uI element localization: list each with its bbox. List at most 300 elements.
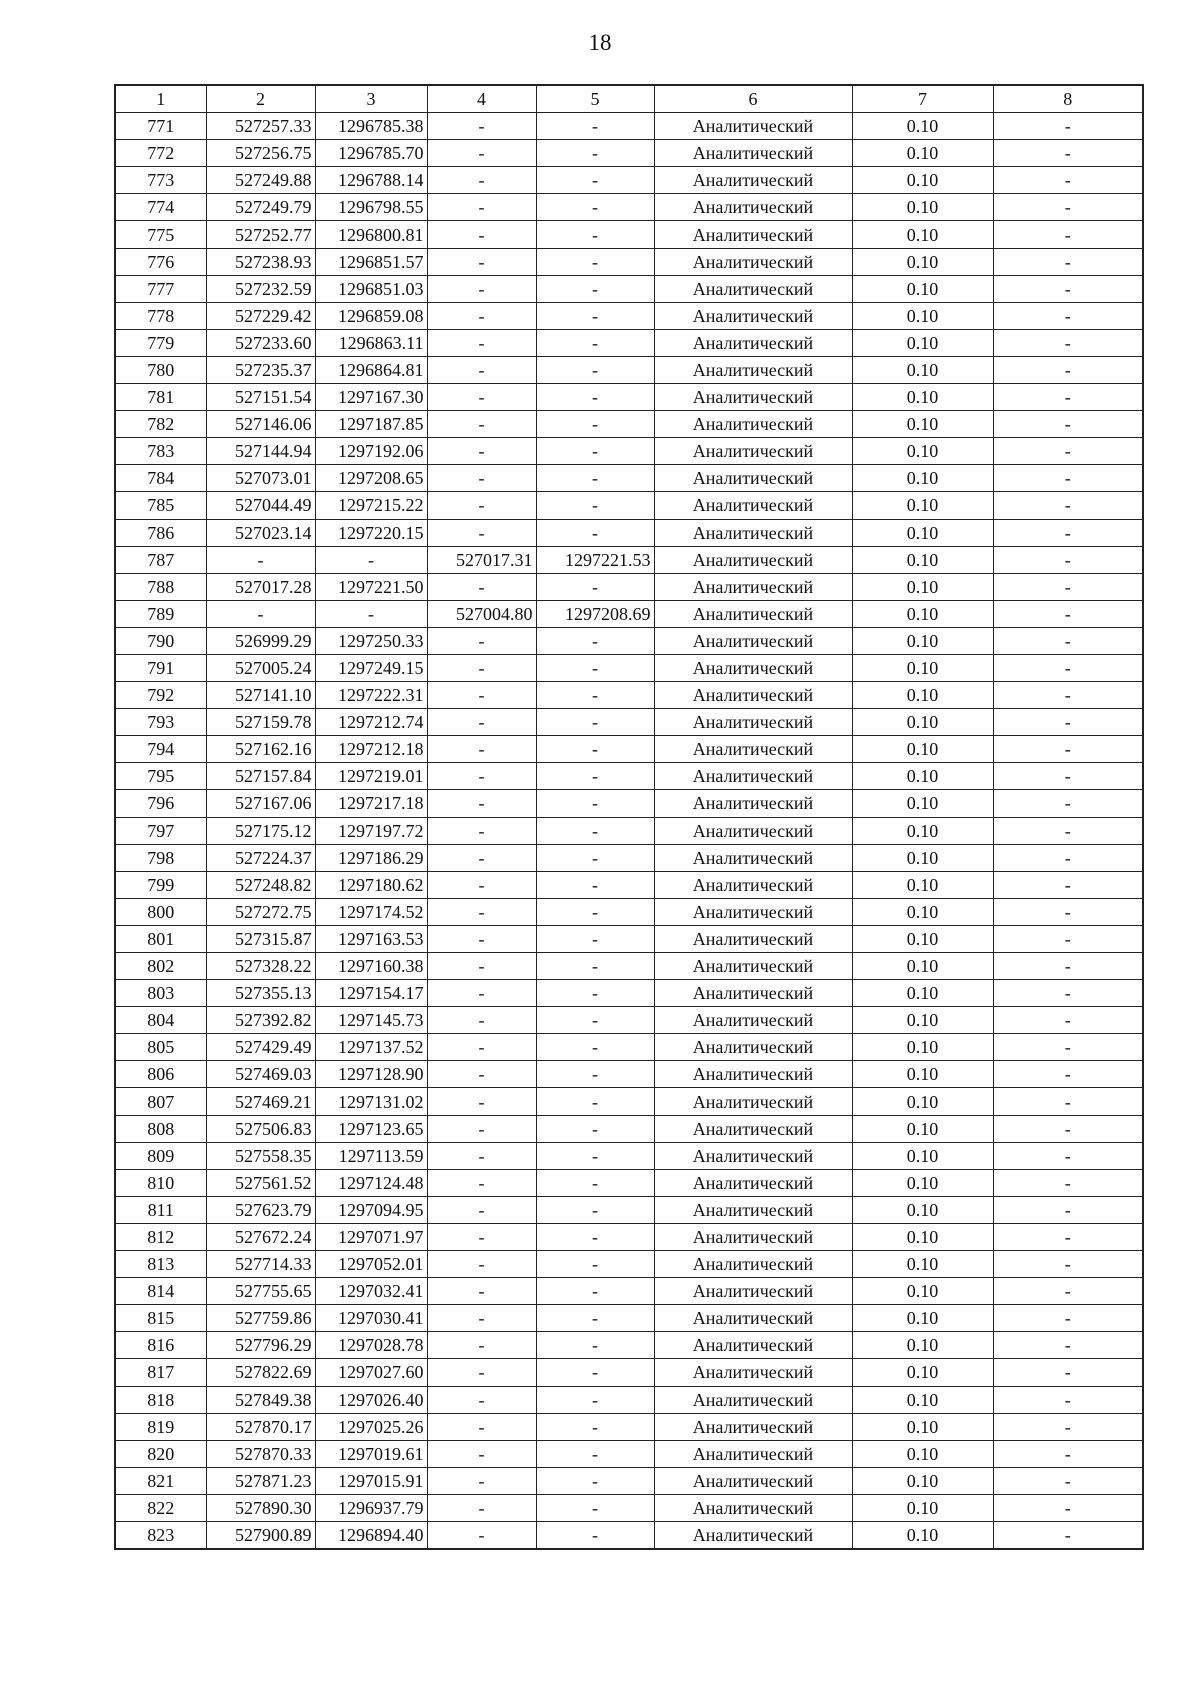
table-cell-col-7: 0.10 bbox=[852, 302, 993, 329]
table-row bbox=[115, 1332, 1143, 1359]
table-cell-col-1: 776 bbox=[115, 248, 206, 275]
table-cell-col-2: 527005.24 bbox=[206, 654, 315, 681]
table-cell-col-5: - bbox=[536, 167, 654, 194]
table-row bbox=[115, 898, 1143, 925]
table-cell-col-2: 527257.33 bbox=[206, 113, 315, 140]
table-row bbox=[115, 302, 1143, 329]
table-cell-col-3: 1297094.95 bbox=[315, 1196, 427, 1223]
table-cell-col-3: - bbox=[315, 600, 427, 627]
table-cell-col-8: - bbox=[993, 1007, 1143, 1034]
table-cell-col-6: Аналитический bbox=[654, 140, 852, 167]
table-row bbox=[115, 871, 1143, 898]
table-cell-col-6: Аналитический bbox=[654, 1251, 852, 1278]
table-cell-col-3: 1297028.78 bbox=[315, 1332, 427, 1359]
table-cell-col-2: - bbox=[206, 546, 315, 573]
table-cell-col-8: - bbox=[993, 1061, 1143, 1088]
table-row bbox=[115, 980, 1143, 1007]
table-cell-col-8: - bbox=[993, 682, 1143, 709]
table-cell-col-5: - bbox=[536, 140, 654, 167]
table-cell-col-6: Аналитический bbox=[654, 275, 852, 302]
table-cell-col-2: 527017.28 bbox=[206, 573, 315, 600]
table-cell-col-2: 527229.42 bbox=[206, 302, 315, 329]
table-cell-col-6: Аналитический bbox=[654, 1088, 852, 1115]
table-cell-col-8: - bbox=[993, 654, 1143, 681]
table-cell-col-4: - bbox=[427, 221, 536, 248]
table-row bbox=[115, 682, 1143, 709]
table-cell-col-4: - bbox=[427, 1440, 536, 1467]
table-row bbox=[115, 438, 1143, 465]
table-cell-col-1: 795 bbox=[115, 763, 206, 790]
table-cell-col-1: 796 bbox=[115, 790, 206, 817]
table-cell-col-8: - bbox=[993, 1169, 1143, 1196]
table-cell-col-7: 0.10 bbox=[852, 1088, 993, 1115]
table-cell-col-6: Аналитический bbox=[654, 1521, 852, 1549]
table-cell-col-1: 819 bbox=[115, 1413, 206, 1440]
table-cell-col-3: 1297015.91 bbox=[315, 1467, 427, 1494]
table-cell-col-6: Аналитический bbox=[654, 682, 852, 709]
table-header-row bbox=[115, 85, 1143, 113]
table-cell-col-6: Аналитический bbox=[654, 113, 852, 140]
table-cell-col-3: 1296851.03 bbox=[315, 275, 427, 302]
table-cell-col-7: 0.10 bbox=[852, 709, 993, 736]
table-cell-col-1: 782 bbox=[115, 411, 206, 438]
table-cell-col-2: 527233.60 bbox=[206, 329, 315, 356]
table-cell-col-1: 817 bbox=[115, 1359, 206, 1386]
table-cell-col-7: 0.10 bbox=[852, 329, 993, 356]
table-row bbox=[115, 925, 1143, 952]
table-cell-col-8: - bbox=[993, 1034, 1143, 1061]
table-cell-col-5: - bbox=[536, 465, 654, 492]
table-cell-col-4: - bbox=[427, 194, 536, 221]
table-cell-col-1: 785 bbox=[115, 492, 206, 519]
table-cell-col-5: - bbox=[536, 1386, 654, 1413]
table-cell-col-7: 0.10 bbox=[852, 1196, 993, 1223]
table-row bbox=[115, 1251, 1143, 1278]
table-cell-col-5: - bbox=[536, 492, 654, 519]
table-cell-col-5: - bbox=[536, 1142, 654, 1169]
table-cell-col-4: - bbox=[427, 411, 536, 438]
table-row bbox=[115, 1440, 1143, 1467]
table-cell-col-8: - bbox=[993, 1142, 1143, 1169]
table-cell-col-4: - bbox=[427, 1223, 536, 1250]
table-cell-col-6: Аналитический bbox=[654, 438, 852, 465]
table-cell-col-7: 0.10 bbox=[852, 194, 993, 221]
table-cell-col-1: 777 bbox=[115, 275, 206, 302]
table-row bbox=[115, 709, 1143, 736]
table-cell-col-7: 0.10 bbox=[852, 1115, 993, 1142]
table-cell-col-2: 527159.78 bbox=[206, 709, 315, 736]
table-cell-col-3: 1297128.90 bbox=[315, 1061, 427, 1088]
table-cell-col-4: - bbox=[427, 573, 536, 600]
table-cell-col-8: - bbox=[993, 1386, 1143, 1413]
table-cell-col-6: Аналитический bbox=[654, 384, 852, 411]
table-cell-col-1: 798 bbox=[115, 844, 206, 871]
table-cell-col-8: - bbox=[993, 627, 1143, 654]
table-cell-col-8: - bbox=[993, 898, 1143, 925]
table-cell-col-2: 527023.14 bbox=[206, 519, 315, 546]
table-cell-col-5: - bbox=[536, 1440, 654, 1467]
table-cell-col-8: - bbox=[993, 1332, 1143, 1359]
table-cell-col-3: 1297019.61 bbox=[315, 1440, 427, 1467]
table-cell-col-5: - bbox=[536, 329, 654, 356]
table-cell-col-1: 788 bbox=[115, 573, 206, 600]
table-cell-col-6: Аналитический bbox=[654, 1494, 852, 1521]
table-cell-col-2: 527167.06 bbox=[206, 790, 315, 817]
table-cell-col-2: 527759.86 bbox=[206, 1305, 315, 1332]
table-cell-col-5: - bbox=[536, 925, 654, 952]
table-cell-col-8: - bbox=[993, 167, 1143, 194]
table-cell-col-7: 0.10 bbox=[852, 1305, 993, 1332]
table-cell-col-3: 1297131.02 bbox=[315, 1088, 427, 1115]
table-cell-col-7: 0.10 bbox=[852, 1494, 993, 1521]
table-cell-col-8: - bbox=[993, 1278, 1143, 1305]
table-cell-col-5: - bbox=[536, 1467, 654, 1494]
table-cell-col-5: - bbox=[536, 275, 654, 302]
column-header-2: 2 bbox=[206, 85, 315, 113]
table-cell-col-1: 783 bbox=[115, 438, 206, 465]
table-row bbox=[115, 790, 1143, 817]
table-cell-col-3: 1297220.15 bbox=[315, 519, 427, 546]
table-cell-col-5: - bbox=[536, 384, 654, 411]
table-cell-col-6: Аналитический bbox=[654, 1332, 852, 1359]
table-cell-col-5: - bbox=[536, 248, 654, 275]
column-header-5: 5 bbox=[536, 85, 654, 113]
table-cell-col-4: - bbox=[427, 682, 536, 709]
table-cell-col-6: Аналитический bbox=[654, 519, 852, 546]
table-cell-col-1: 780 bbox=[115, 356, 206, 383]
table-cell-col-8: - bbox=[993, 736, 1143, 763]
table-cell-col-7: 0.10 bbox=[852, 573, 993, 600]
table-row bbox=[115, 1305, 1143, 1332]
table-cell-col-1: 815 bbox=[115, 1305, 206, 1332]
table-cell-col-2: 527355.13 bbox=[206, 980, 315, 1007]
table-cell-col-3: 1297154.17 bbox=[315, 980, 427, 1007]
table-cell-col-7: 0.10 bbox=[852, 384, 993, 411]
table-cell-col-1: 774 bbox=[115, 194, 206, 221]
table-cell-col-8: - bbox=[993, 465, 1143, 492]
table-cell-col-4: - bbox=[427, 1332, 536, 1359]
table-cell-col-2: 527141.10 bbox=[206, 682, 315, 709]
table-cell-col-7: 0.10 bbox=[852, 925, 993, 952]
table-cell-col-4: - bbox=[427, 736, 536, 763]
table-cell-col-8: - bbox=[993, 492, 1143, 519]
table-cell-col-4: - bbox=[427, 275, 536, 302]
table-cell-col-1: 808 bbox=[115, 1115, 206, 1142]
table-cell-col-4: - bbox=[427, 871, 536, 898]
table-cell-col-1: 802 bbox=[115, 953, 206, 980]
table-cell-col-6: Аналитический bbox=[654, 980, 852, 1007]
table-cell-col-2: 527890.30 bbox=[206, 1494, 315, 1521]
table-cell-col-6: Аналитический bbox=[654, 411, 852, 438]
table-cell-col-2: 527871.23 bbox=[206, 1467, 315, 1494]
table-cell-col-4: - bbox=[427, 953, 536, 980]
table-row bbox=[115, 1278, 1143, 1305]
table-cell-col-3: 1297123.65 bbox=[315, 1115, 427, 1142]
table-cell-col-2: 527272.75 bbox=[206, 898, 315, 925]
table-row bbox=[115, 519, 1143, 546]
table-cell-col-5: - bbox=[536, 1223, 654, 1250]
table-cell-col-4: - bbox=[427, 492, 536, 519]
table-row bbox=[115, 953, 1143, 980]
table-cell-col-1: 822 bbox=[115, 1494, 206, 1521]
table-row bbox=[115, 492, 1143, 519]
table-row bbox=[115, 329, 1143, 356]
table-cell-col-6: Аналитический bbox=[654, 546, 852, 573]
table-cell-col-5: - bbox=[536, 1088, 654, 1115]
table-cell-col-4: - bbox=[427, 248, 536, 275]
table-cell-col-3: 1297222.31 bbox=[315, 682, 427, 709]
table-cell-col-8: - bbox=[993, 1494, 1143, 1521]
table-cell-col-1: 804 bbox=[115, 1007, 206, 1034]
table-cell-col-8: - bbox=[993, 1440, 1143, 1467]
table-cell-col-7: 0.10 bbox=[852, 736, 993, 763]
table-cell-col-8: - bbox=[993, 1251, 1143, 1278]
table-cell-col-4: - bbox=[427, 980, 536, 1007]
table-cell-col-8: - bbox=[993, 1359, 1143, 1386]
table-cell-col-1: 792 bbox=[115, 682, 206, 709]
table-cell-col-1: 790 bbox=[115, 627, 206, 654]
table-cell-col-1: 805 bbox=[115, 1034, 206, 1061]
table-cell-col-5: - bbox=[536, 871, 654, 898]
table-cell-col-7: 0.10 bbox=[852, 844, 993, 871]
table-cell-col-8: - bbox=[993, 1305, 1143, 1332]
table-row bbox=[115, 1386, 1143, 1413]
table-cell-col-2: 527249.79 bbox=[206, 194, 315, 221]
table-cell-col-8: - bbox=[993, 871, 1143, 898]
table-cell-col-8: - bbox=[993, 546, 1143, 573]
table-cell-col-6: Аналитический bbox=[654, 953, 852, 980]
table-cell-col-8: - bbox=[993, 384, 1143, 411]
table-cell-col-4: - bbox=[427, 113, 536, 140]
table-cell-col-8: - bbox=[993, 1467, 1143, 1494]
table-cell-col-4: - bbox=[427, 817, 536, 844]
table-cell-col-2: 527144.94 bbox=[206, 438, 315, 465]
table-cell-col-2: 527175.12 bbox=[206, 817, 315, 844]
table-cell-col-3: 1297030.41 bbox=[315, 1305, 427, 1332]
table-cell-col-3: 1297145.73 bbox=[315, 1007, 427, 1034]
table-cell-col-6: Аналитический bbox=[654, 1386, 852, 1413]
table-cell-col-2: 527822.69 bbox=[206, 1359, 315, 1386]
table-cell-col-4: - bbox=[427, 302, 536, 329]
table-cell-col-6: Аналитический bbox=[654, 248, 852, 275]
table-cell-col-5: - bbox=[536, 1169, 654, 1196]
table-cell-col-5: - bbox=[536, 790, 654, 817]
table-cell-col-4: 527004.80 bbox=[427, 600, 536, 627]
table-cell-col-5: - bbox=[536, 1034, 654, 1061]
table-cell-col-3: 1297124.48 bbox=[315, 1169, 427, 1196]
table-cell-col-7: 0.10 bbox=[852, 1332, 993, 1359]
table-cell-col-4: - bbox=[427, 1142, 536, 1169]
table-cell-col-3: 1297208.65 bbox=[315, 465, 427, 492]
table-cell-col-6: Аналитический bbox=[654, 844, 852, 871]
table-cell-col-7: 0.10 bbox=[852, 1007, 993, 1034]
table-cell-col-1: 794 bbox=[115, 736, 206, 763]
table-cell-col-5: - bbox=[536, 736, 654, 763]
table-cell-col-6: Аналитический bbox=[654, 1169, 852, 1196]
table-cell-col-7: 0.10 bbox=[852, 953, 993, 980]
table-cell-col-7: 0.10 bbox=[852, 1223, 993, 1250]
table-cell-col-5: - bbox=[536, 654, 654, 681]
table-cell-col-2: 527073.01 bbox=[206, 465, 315, 492]
table-cell-col-1: 810 bbox=[115, 1169, 206, 1196]
column-header-6: 6 bbox=[654, 85, 852, 113]
table-cell-col-6: Аналитический bbox=[654, 1440, 852, 1467]
table-cell-col-4: - bbox=[427, 709, 536, 736]
column-header-7: 7 bbox=[852, 85, 993, 113]
table-cell-col-1: 787 bbox=[115, 546, 206, 573]
table-cell-col-7: 0.10 bbox=[852, 1521, 993, 1549]
table-cell-col-3: 1297212.74 bbox=[315, 709, 427, 736]
table-cell-col-3: 1296863.11 bbox=[315, 329, 427, 356]
table-cell-col-7: 0.10 bbox=[852, 465, 993, 492]
table-cell-col-7: 0.10 bbox=[852, 1467, 993, 1494]
table-cell-col-7: 0.10 bbox=[852, 1142, 993, 1169]
table-cell-col-8: - bbox=[993, 302, 1143, 329]
table-cell-col-5: - bbox=[536, 1413, 654, 1440]
table-cell-col-4: - bbox=[427, 356, 536, 383]
table-cell-col-1: 807 bbox=[115, 1088, 206, 1115]
table-cell-col-3: 1297250.33 bbox=[315, 627, 427, 654]
table-cell-col-4: - bbox=[427, 519, 536, 546]
table-cell-col-5: - bbox=[536, 438, 654, 465]
table-cell-col-8: - bbox=[993, 925, 1143, 952]
table-cell-col-8: - bbox=[993, 1088, 1143, 1115]
table-cell-col-5: - bbox=[536, 573, 654, 600]
table-row bbox=[115, 356, 1143, 383]
table-cell-col-7: 0.10 bbox=[852, 1440, 993, 1467]
table-cell-col-1: 771 bbox=[115, 113, 206, 140]
table-cell-col-5: - bbox=[536, 980, 654, 1007]
table-cell-col-3: 1297163.53 bbox=[315, 925, 427, 952]
table-cell-col-7: 0.10 bbox=[852, 113, 993, 140]
table-row bbox=[115, 817, 1143, 844]
table-cell-col-6: Аналитический bbox=[654, 221, 852, 248]
table-cell-col-6: Аналитический bbox=[654, 167, 852, 194]
table-cell-col-3: 1297026.40 bbox=[315, 1386, 427, 1413]
table-cell-col-5: - bbox=[536, 1494, 654, 1521]
table-cell-col-3: 1297025.26 bbox=[315, 1413, 427, 1440]
table-cell-col-7: 0.10 bbox=[852, 654, 993, 681]
table-cell-col-4: - bbox=[427, 1007, 536, 1034]
table-cell-col-4: - bbox=[427, 465, 536, 492]
table-cell-col-2: 526999.29 bbox=[206, 627, 315, 654]
table-cell-col-6: Аналитический bbox=[654, 898, 852, 925]
table-cell-col-2: 527429.49 bbox=[206, 1034, 315, 1061]
table-cell-col-1: 773 bbox=[115, 167, 206, 194]
table-row bbox=[115, 1034, 1143, 1061]
table-cell-col-2: 527235.37 bbox=[206, 356, 315, 383]
table-cell-col-3: 1297212.18 bbox=[315, 736, 427, 763]
table-cell-col-1: 823 bbox=[115, 1521, 206, 1549]
table-cell-col-3: 1297052.01 bbox=[315, 1251, 427, 1278]
column-header-1: 1 bbox=[115, 85, 206, 113]
table-cell-col-5: - bbox=[536, 113, 654, 140]
table-cell-col-6: Аналитический bbox=[654, 302, 852, 329]
table-cell-col-2: 527224.37 bbox=[206, 844, 315, 871]
table-cell-col-7: 0.10 bbox=[852, 682, 993, 709]
table-cell-col-3: 1296785.38 bbox=[315, 113, 427, 140]
table-cell-col-2: 527256.75 bbox=[206, 140, 315, 167]
table-cell-col-5: - bbox=[536, 1061, 654, 1088]
table-row bbox=[115, 275, 1143, 302]
table-cell-col-3: 1297137.52 bbox=[315, 1034, 427, 1061]
table-cell-col-1: 820 bbox=[115, 1440, 206, 1467]
table-cell-col-3: 1297167.30 bbox=[315, 384, 427, 411]
table-cell-col-7: 0.10 bbox=[852, 1061, 993, 1088]
table-cell-col-5: - bbox=[536, 763, 654, 790]
table-row bbox=[115, 1521, 1143, 1549]
table-cell-col-2: 527900.89 bbox=[206, 1521, 315, 1549]
table-cell-col-2: 527252.77 bbox=[206, 221, 315, 248]
table-cell-col-4: - bbox=[427, 438, 536, 465]
table-cell-col-1: 799 bbox=[115, 871, 206, 898]
table-cell-col-7: 0.10 bbox=[852, 817, 993, 844]
table-cell-col-6: Аналитический bbox=[654, 600, 852, 627]
table-cell-col-1: 800 bbox=[115, 898, 206, 925]
table-cell-col-1: 806 bbox=[115, 1061, 206, 1088]
table-cell-col-2: 527328.22 bbox=[206, 953, 315, 980]
table-cell-col-6: Аналитический bbox=[654, 1413, 852, 1440]
table-cell-col-3: 1297215.22 bbox=[315, 492, 427, 519]
table-cell-col-1: 793 bbox=[115, 709, 206, 736]
table-row bbox=[115, 113, 1143, 140]
table-cell-col-3: 1296864.81 bbox=[315, 356, 427, 383]
table-row bbox=[115, 654, 1143, 681]
table-cell-col-2: 527044.49 bbox=[206, 492, 315, 519]
table-cell-col-4: - bbox=[427, 329, 536, 356]
table-cell-col-1: 786 bbox=[115, 519, 206, 546]
table-cell-col-3: 1296798.55 bbox=[315, 194, 427, 221]
table-cell-col-1: 803 bbox=[115, 980, 206, 1007]
column-header-8: 8 bbox=[993, 85, 1143, 113]
table-cell-col-4: - bbox=[427, 1251, 536, 1278]
table-cell-col-6: Аналитический bbox=[654, 356, 852, 383]
table-cell-col-3: 1297219.01 bbox=[315, 763, 427, 790]
table-cell-col-2: 527392.82 bbox=[206, 1007, 315, 1034]
table-cell-col-3: 1296894.40 bbox=[315, 1521, 427, 1549]
table-row bbox=[115, 736, 1143, 763]
table-cell-col-1: 813 bbox=[115, 1251, 206, 1278]
table-cell-col-8: - bbox=[993, 140, 1143, 167]
table-cell-col-4: - bbox=[427, 1115, 536, 1142]
table-row bbox=[115, 1142, 1143, 1169]
table-cell-col-8: - bbox=[993, 980, 1143, 1007]
table-cell-col-1: 809 bbox=[115, 1142, 206, 1169]
table-cell-col-6: Аналитический bbox=[654, 1359, 852, 1386]
table-cell-col-2: 527151.54 bbox=[206, 384, 315, 411]
table-cell-col-4: - bbox=[427, 1278, 536, 1305]
table-cell-col-2: - bbox=[206, 600, 315, 627]
table-cell-col-8: - bbox=[993, 953, 1143, 980]
table-cell-col-2: 527162.16 bbox=[206, 736, 315, 763]
table-row bbox=[115, 465, 1143, 492]
table-cell-col-7: 0.10 bbox=[852, 519, 993, 546]
table-cell-col-6: Аналитический bbox=[654, 1223, 852, 1250]
table-cell-col-5: - bbox=[536, 1007, 654, 1034]
table-row bbox=[115, 1196, 1143, 1223]
table-cell-col-4: - bbox=[427, 654, 536, 681]
table-cell-col-6: Аналитический bbox=[654, 790, 852, 817]
table-cell-col-5: - bbox=[536, 953, 654, 980]
table-row bbox=[115, 546, 1143, 573]
table-cell-col-8: - bbox=[993, 790, 1143, 817]
table-cell-col-8: - bbox=[993, 411, 1143, 438]
table-cell-col-6: Аналитический bbox=[654, 763, 852, 790]
table-cell-col-1: 797 bbox=[115, 817, 206, 844]
table-cell-col-5: - bbox=[536, 519, 654, 546]
table-cell-col-2: 527558.35 bbox=[206, 1142, 315, 1169]
table-cell-col-5: - bbox=[536, 1278, 654, 1305]
